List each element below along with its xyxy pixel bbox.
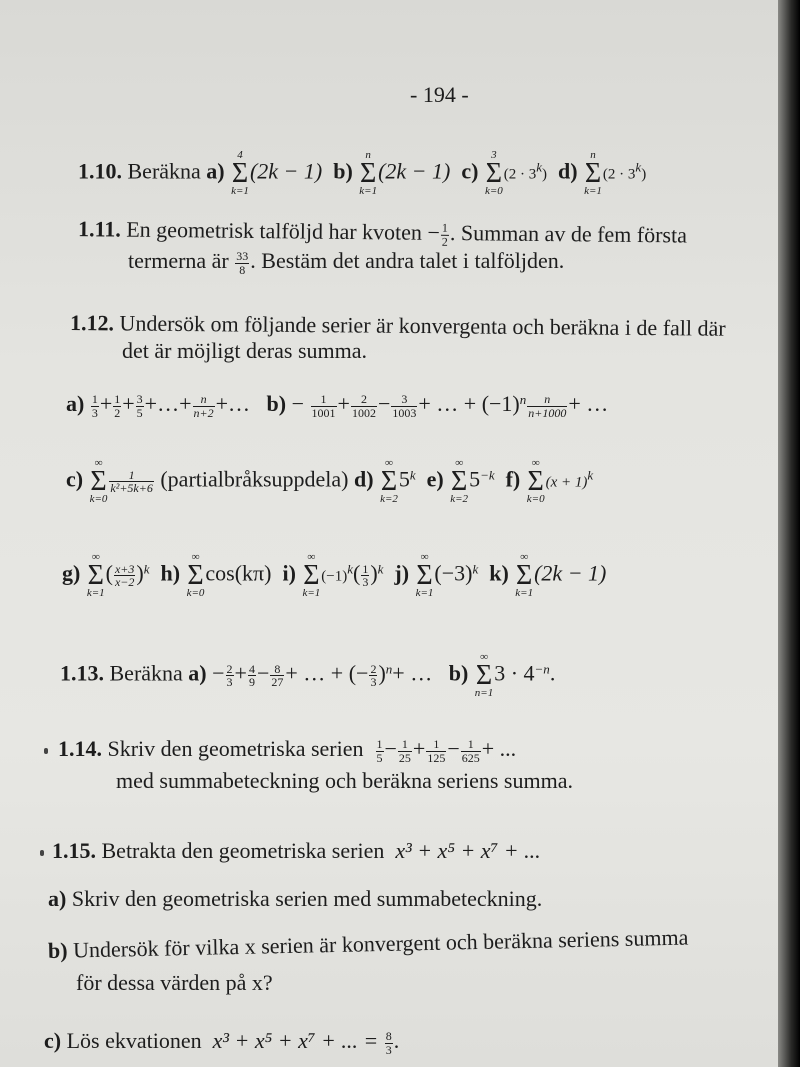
problem-number: 1.11. (77, 216, 121, 242)
operator: + ... (481, 736, 517, 762)
problem-text: termerna är (128, 248, 229, 274)
problem-1-12-ab: a) $\frac{1}{3}$ + $\frac{1}{2}$ + $\frac{3}{5}$ +…+ $\frac{n}{n+2}$ +… b) − $\frac{1}{1001}$ + $\frac{2}{1002}$ − $\frac{3}{1003}$ + … + $(-1)^n$ $\frac{n}{n+1000}$ + … (66, 391, 609, 420)
operator: + (122, 391, 135, 417)
problem-text: Lös ekvationen (66, 1028, 202, 1054)
fraction: $\frac{1}{2}$ (441, 220, 449, 249)
problem-1-12-cdef (66, 458, 593, 505)
problem-1-10 (78, 150, 646, 197)
problem-1-15 (52, 840, 541, 862)
problem-1-15-b (47, 924, 689, 963)
fraction: $\frac{1}{3}$ (91, 392, 98, 420)
sum-symbol: ∞ Σ k=2 (380, 457, 398, 506)
part-label: i) (282, 560, 296, 586)
sum-symbol: ∞ Σ k=1 (302, 551, 321, 600)
fraction: $\frac{2}{3}$ (226, 661, 233, 690)
expression: (x + 1) (545, 474, 588, 491)
problem-1-12 (70, 312, 726, 340)
part-label: d) (558, 158, 578, 184)
pen-mark (40, 850, 44, 856)
expression: 5 (469, 466, 481, 492)
fraction: $\frac{1}{5}$ (376, 737, 383, 765)
part-label: a) (206, 158, 225, 184)
exponent: n (385, 661, 393, 677)
problem-1-12-cont (122, 340, 367, 362)
operator: +… (215, 391, 251, 417)
sum-symbol: ∞ Σ k=1 (415, 551, 434, 600)
expression: (−1) (321, 568, 348, 585)
operator: + (337, 391, 350, 417)
sum-symbol: n Σ k=1 (584, 149, 602, 198)
problem-text: Skriv den geometriska serien med summabeteckning. (71, 886, 543, 911)
pen-mark (44, 748, 48, 754)
expression: + … + (−1) (418, 391, 520, 417)
expression: + … + (− (285, 660, 369, 686)
exponent: k (635, 159, 642, 175)
sum-symbol: ∞ Σ k=0 (89, 457, 108, 506)
fraction: $\frac{1}{125}$ (427, 737, 446, 765)
part-label: g) (62, 560, 81, 586)
fraction: $\frac{1}{\text{k²+5k+6}}$ (110, 467, 153, 496)
exponent: −n (534, 661, 550, 677)
problem-text: Undersök om följande serier är konvergenta och beräkna i de fall där (119, 310, 726, 341)
expression: cos(kπ) (205, 560, 272, 586)
expression: x³ + x⁵ + x⁷ + ... = (212, 1028, 379, 1054)
fraction: $\frac{8}{27}$ (271, 661, 284, 690)
problem-number: 1.15. (52, 838, 96, 863)
fraction: $\frac{1}{3}$ (362, 561, 369, 590)
exponent: n (519, 392, 527, 407)
sum-symbol: ∞ Σ n=1 (474, 651, 494, 700)
fraction: $\frac{n}{n+1000}$ (528, 392, 567, 420)
exponent: k (409, 467, 416, 483)
hint-text: (partialbråksuppdela) (160, 466, 349, 492)
operator: + … (392, 660, 433, 686)
problem-text: . Bestäm det andra talet i talföljden. (250, 248, 565, 274)
problem-1-14-cont (116, 770, 573, 792)
expression: 5 (398, 466, 410, 492)
part-label: c) (461, 158, 479, 184)
operator: − (291, 391, 305, 417)
fraction: $\frac{8}{3}$ (385, 1029, 392, 1057)
problem-1-11 (78, 218, 687, 251)
problem-1-11-cont (128, 250, 564, 276)
part-label: k) (489, 560, 509, 586)
fraction: $\frac{2}{1002}$ (351, 392, 376, 420)
problem-text: Skriv den geometriska serien (107, 736, 364, 762)
part-label: b) (47, 937, 68, 963)
problem-1-15-c (44, 1030, 399, 1056)
part-label: c) (66, 466, 84, 492)
exponent: k (377, 561, 384, 577)
part-label: b) (266, 391, 287, 417)
paren: ) (542, 166, 548, 183)
exponent: k (536, 159, 543, 175)
fraction: $\frac{1}{1001}$ (311, 392, 336, 420)
expression: x³ + x⁵ + x⁷ + ... (395, 838, 541, 863)
fraction: $\frac{3}{5}$ (136, 392, 143, 420)
operator: + (99, 391, 113, 417)
operator: +… (144, 391, 180, 417)
problem-text: det är möjligt deras summa. (122, 338, 367, 363)
expression: (2k − 1) (378, 158, 451, 184)
problem-number: 1.13. (60, 660, 104, 686)
fraction: $\frac{33}{8}$ (236, 249, 249, 277)
fraction: $\frac{2}{3}$ (370, 661, 377, 690)
punct: . (393, 1028, 400, 1054)
part-label: a) (66, 391, 85, 417)
sum-symbol: ∞ Σ k=0 (526, 457, 545, 506)
problem-1-15-a (48, 888, 542, 910)
page-number: - 194 - (410, 82, 469, 107)
fraction: $\frac{1}{625}$ (461, 737, 480, 765)
expression: (2k − 1) (249, 158, 323, 184)
fraction: $\frac{n}{n+2}$ (193, 392, 214, 420)
sum-symbol: 4 Σ k=1 (231, 149, 249, 198)
part-label: h) (160, 560, 181, 586)
fraction: $\frac{4}{9}$ (248, 661, 255, 690)
part-label: j) (394, 560, 410, 586)
problem-number: 1.14. (58, 736, 102, 762)
exponent: k (587, 467, 594, 483)
exponent: k (472, 561, 479, 577)
page-edge-shadow (778, 0, 800, 1067)
paren: ) (641, 166, 647, 183)
part-label: a) (188, 660, 207, 686)
exponent: k (143, 561, 150, 577)
problem-text: Betrakta den geometriska serien (101, 838, 385, 863)
expression: (2 · 3 (602, 166, 636, 183)
problem-1-13: 1.13. Beräkna a) − $\frac{2}{3}$ + $\frac{4}{9}$ − $\frac{8}{27}$ + … + (− $\frac{2}{3}$ )$^n$+ … b) ∞ Σ n=1 $3 \cdot 4^{-n}$. (60, 651, 556, 700)
exponent: k (347, 561, 353, 577)
expression: (2k − 1) (534, 560, 607, 586)
problem-number: 1.12. (69, 310, 115, 336)
part-label: b) (333, 158, 353, 184)
fraction: $\frac{1}{2}$ (114, 392, 121, 420)
fraction: $\frac{1}{25}$ (398, 737, 411, 765)
part-label: d) (354, 466, 374, 492)
exponent: −k (480, 467, 495, 483)
sum-symbol: ∞ Σ k=1 (515, 551, 534, 600)
problem-1-12-ghijk: g) ∞ Σ k=1 ( $\frac{x+3}{x-2}$ )$^k$ h) ∞ Σ k=0 cos(kπ) i) ∞ Σ k=1 $(-1)^k$( $\frac{1}{3}$ )$^k$ j) ∞ Σ k=1 $(-3)^k$ k) ∞ Σ k=1 (2k − 1) (62, 551, 607, 600)
sum-symbol: n Σ k=1 (359, 149, 378, 198)
fraction: $\frac{x+3}{x-2}$ (114, 561, 135, 590)
expression: (−3) (434, 560, 473, 586)
problem-1-15-b-cont (76, 972, 273, 994)
expression: 3 · 4 (494, 660, 535, 686)
sum-symbol: ∞ Σ k=0 (186, 551, 205, 600)
operator: + … (568, 391, 609, 417)
part-label: f) (505, 466, 521, 492)
problem-text: En geometrisk talföljd har kvoten − (126, 216, 441, 245)
part-label: b) (448, 660, 469, 686)
problem-text: . Summan av de fem första (449, 220, 688, 248)
problem-intro: Beräkna (109, 660, 183, 686)
part-label: e) (426, 466, 444, 492)
paren: ) (378, 660, 386, 686)
problem-number: 1.10. (78, 158, 122, 184)
sum-symbol: ∞ Σ k=2 (450, 457, 469, 506)
operator: + (179, 391, 192, 417)
problem-intro: Beräkna (127, 158, 201, 184)
fraction: $\frac{3}{1003}$ (392, 392, 417, 420)
sum-symbol: 3 Σ k=0 (484, 149, 503, 198)
part-label: a) (48, 886, 67, 911)
problem-1-14: 1.14. Skriv den geometriska serien $\frac{1}{5}$ − $\frac{1}{25}$ + $\frac{1}{125}$ − $\frac{1}{625}$ + ... (58, 736, 517, 765)
expression: (2 · 3 (503, 166, 537, 183)
part-label: c) (44, 1028, 62, 1054)
problem-text: med summabeteckning och beräkna seriens summa. (116, 768, 573, 793)
operator: − (212, 660, 225, 686)
punct: . (549, 660, 556, 686)
problem-text: för dessa värden på x? (76, 970, 273, 995)
sum-symbol: ∞ Σ k=1 (86, 551, 105, 600)
problem-text: Undersök för vilka x serien är konvergent och beräkna seriens summa (72, 924, 689, 963)
